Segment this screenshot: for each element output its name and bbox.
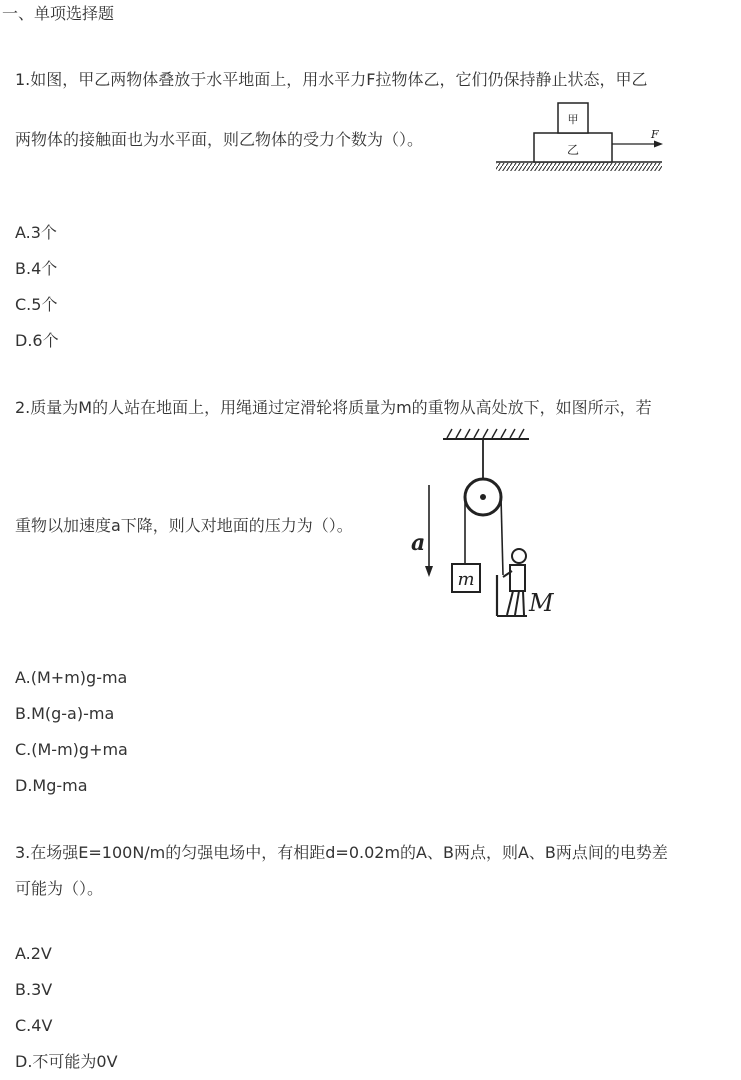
- question-3-option-a: A.2V: [15, 944, 52, 963]
- man-head: [512, 549, 526, 563]
- question-1-option-b: B.4个: [15, 259, 58, 278]
- question-3-text-line1: 3.在场强E=100N/m的匀强电场中，有相距d=0.02m的A、B两点，则A、B两点间的电势差: [15, 843, 668, 862]
- question-2-option-b: B.M(g-a)-ma: [15, 704, 115, 723]
- ceiling-hatch: [447, 429, 524, 438]
- block-jia-label: 甲: [567, 113, 579, 126]
- question-3-option-d: D.不可能为0V: [15, 1052, 118, 1071]
- question-3-option-b: B.3V: [15, 980, 53, 999]
- man-leg-1: [507, 591, 513, 615]
- question-2-option-a: A.(M+m)g-ma: [15, 668, 128, 687]
- man-body: [510, 565, 525, 591]
- question-1-option-a: A.3个: [15, 223, 57, 242]
- question-2-figure: [405, 425, 565, 625]
- question-1-option-c: C.5个: [15, 295, 58, 314]
- pulley-axle: [480, 494, 486, 500]
- accel-arrowhead: [425, 566, 433, 577]
- question-1-figure: [494, 100, 666, 176]
- question-3-text-line2: 可能为（）。: [15, 879, 104, 898]
- man-leg-3: [523, 591, 524, 615]
- block-yi-label: 乙: [566, 143, 580, 157]
- accel-label: a: [411, 530, 426, 556]
- section-title: 一、单项选择题: [2, 4, 115, 23]
- force-arrowhead: [654, 141, 663, 148]
- man-label: M: [529, 589, 554, 617]
- man-leg-2: [515, 591, 519, 615]
- question-3-option-c: C.4V: [15, 1016, 53, 1035]
- question-1-option-d: D.6个: [15, 331, 59, 350]
- question-2-text-line2: 重物以加速度a下降，则人对地面的压力为（）。: [15, 516, 353, 535]
- question-1-text-line2: 两物体的接触面也为水平面，则乙物体的受力个数为（）。: [15, 130, 424, 149]
- question-2-text-line1: 2.质量为M的人站在地面上，用绳通过定滑轮将质量为m的重物从高处放下，如图所示，若: [15, 398, 652, 417]
- ground-hatch: [496, 163, 662, 171]
- weight-label: m: [457, 569, 475, 590]
- question-2-option-c: C.(M-m)g+ma: [15, 740, 128, 759]
- question-2-option-d: D.Mg-ma: [15, 776, 88, 795]
- rope-right: [501, 497, 503, 575]
- force-label: F: [651, 128, 659, 141]
- question-1-text-line1: 1.如图，甲乙两物体叠放于水平地面上，用水平力F拉物体乙，它们仍保持静止状态，甲乙: [15, 70, 648, 89]
